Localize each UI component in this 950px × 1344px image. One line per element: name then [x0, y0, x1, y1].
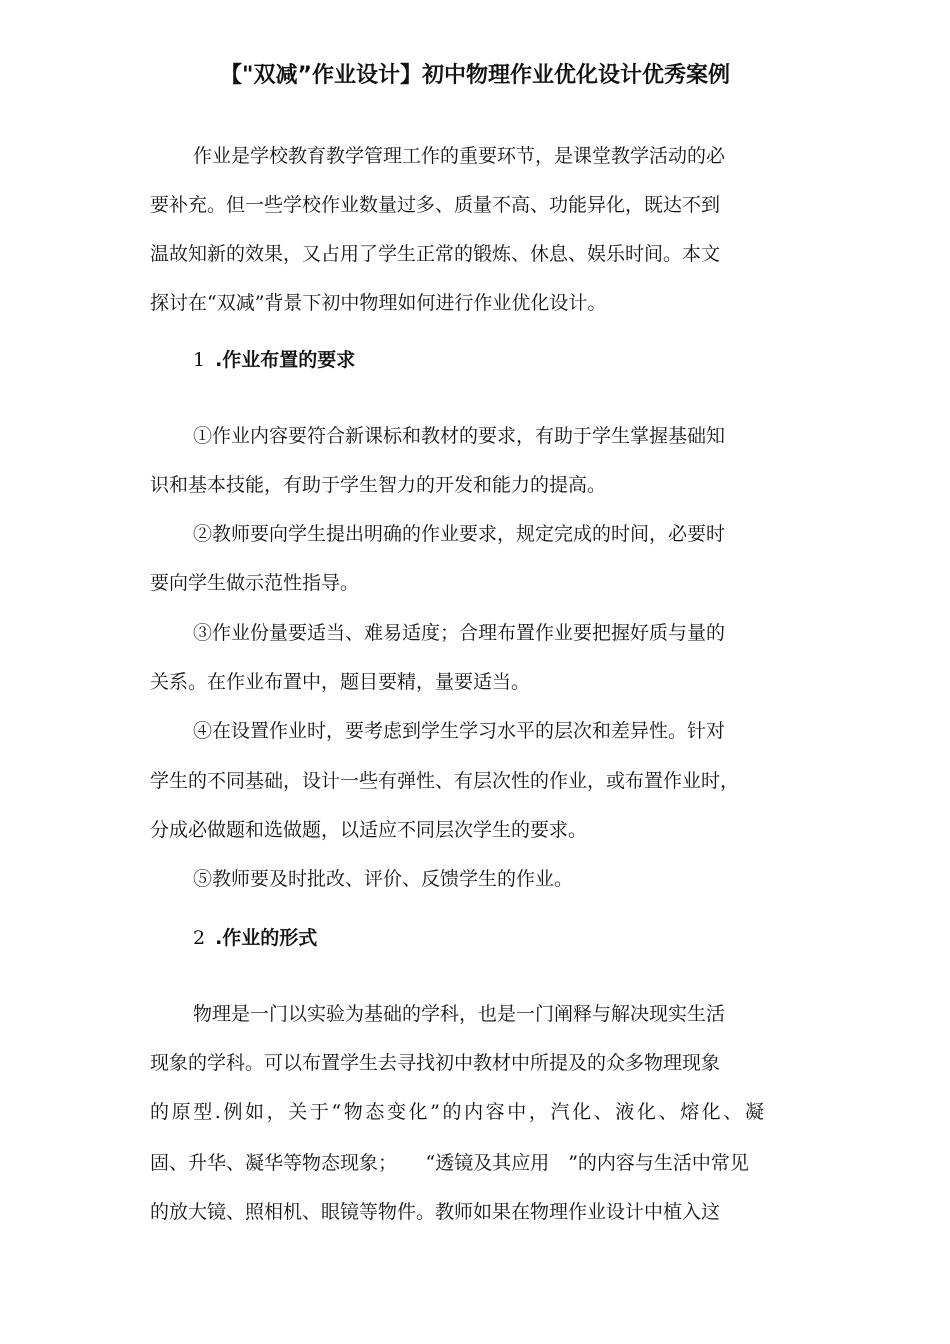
paragraph-line: 要补充。但一些学校作业数量过多、质量不高、功能异化，既达不到	[150, 194, 721, 216]
list-item-line: 分成必做题和选做题，以适应不同层次学生的要求。	[150, 819, 588, 841]
paragraph-line: 温故知新的效果，又占用了学生正常的锻炼、休息、娱乐时间。本文	[150, 243, 721, 265]
paragraph-line: 作业是学校教育教学管理工作的重要环节，是课堂教学活动的必	[193, 145, 726, 167]
section-label: .作业的形式	[215, 927, 318, 949]
list-item-line: ①作业内容要符合新课标和教材的要求，有助于学生掌握基础知	[193, 425, 726, 447]
list-item-line: 学生的不同基础，设计一些有弹性、有层次性的作业，或布置作业时，	[150, 770, 740, 792]
paragraph-line: 的原型.例如，关于“物态变化”的内容中，汽化、液化、熔化、凝	[150, 1101, 767, 1123]
page-title: 【"双减”作业设计】初中物理作业优化设计优秀案例	[220, 63, 730, 88]
list-item-line: ③作业份量要适当、难易适度；合理布置作业要把握好质与量的	[193, 622, 726, 644]
list-item-line: 关系。在作业布置中，题目要精，量要适当。	[150, 671, 531, 693]
section-number: 1	[193, 349, 206, 371]
section-heading-1	[193, 347, 355, 373]
section-label: .作业布置的要求	[215, 349, 356, 371]
list-item-line: 识和基本技能，有助于学生智力的开发和能力的提高。	[150, 474, 607, 496]
paragraph-line: 固、升华、凝华等物态现象； “透镜及其应用 ”的内容与生活中常见	[150, 1152, 749, 1174]
list-item-line: 要向学生做示范性指导。	[150, 572, 360, 594]
paragraph-line: 探讨在“双减”背景下初中物理如何进行作业优化设计。	[150, 292, 607, 314]
section-heading-2	[193, 925, 317, 951]
section-number: 2	[193, 927, 206, 949]
list-item-line: ②教师要向学生提出明确的作业要求，规定完成的时间，必要时	[193, 523, 726, 545]
list-item-line: ④在设置作业时，要考虑到学生学习水平的层次和差异性。针对	[193, 720, 726, 742]
paragraph-line: 物理是一门以实验为基础的学科，也是一门阐释与解决现实生活	[193, 1003, 726, 1025]
paragraph-line: 的放大镜、照相机、眼镜等物件。教师如果在物理作业设计中植入这	[150, 1201, 721, 1223]
paragraph-line: 现象的学科。可以布置学生去寻找初中教材中所提及的众多物理现象	[150, 1052, 721, 1074]
list-item-line: ⑤教师要及时批改、评价、反馈学生的作业。	[193, 868, 574, 890]
